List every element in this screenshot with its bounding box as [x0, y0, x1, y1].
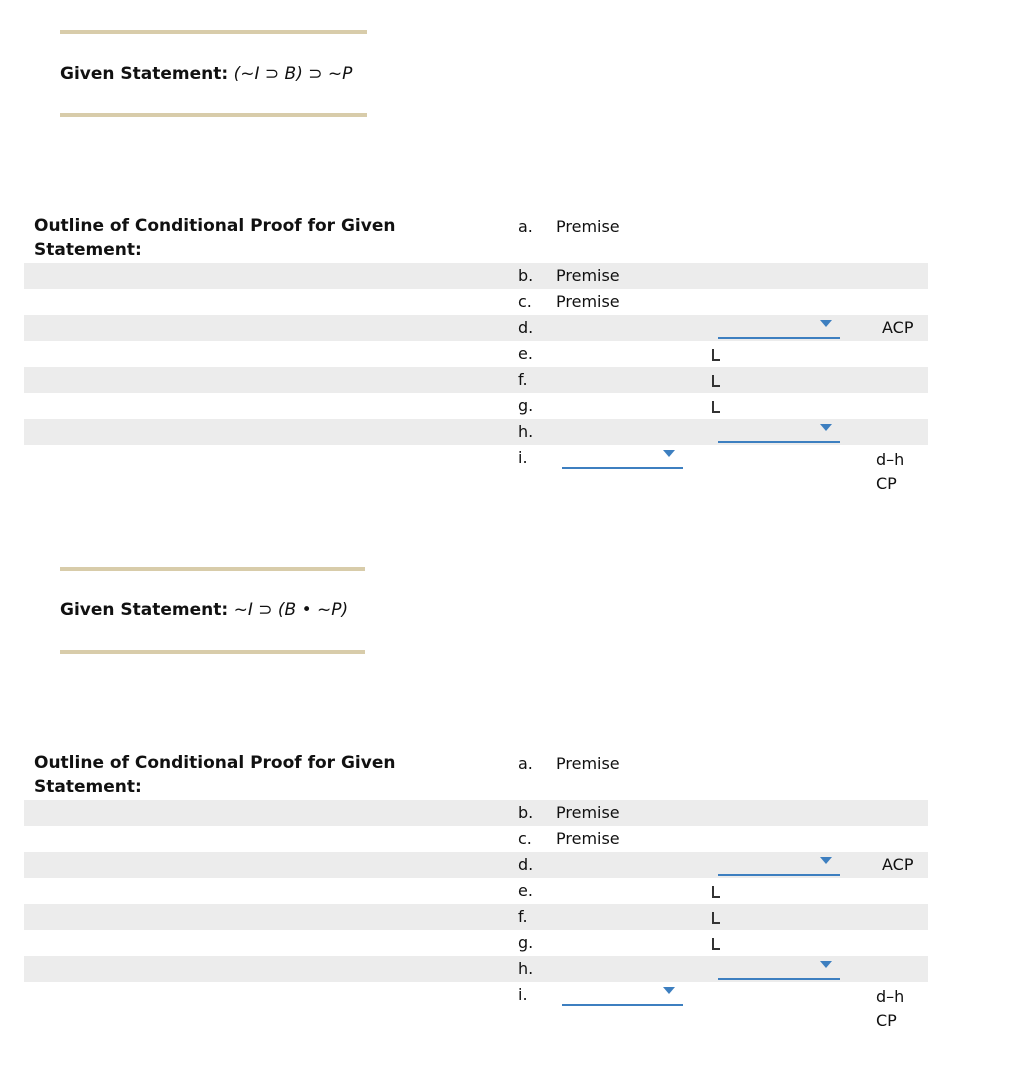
proof-row-d	[24, 315, 928, 341]
blank-marker	[712, 401, 720, 413]
chevron-down-icon	[663, 987, 675, 994]
top-rule	[60, 30, 367, 34]
statement-dropdown[interactable]	[718, 956, 840, 980]
chevron-down-icon	[820, 424, 832, 431]
row-letter: h.	[518, 959, 534, 978]
row-letter: a.	[518, 754, 533, 773]
row-letter: f.	[518, 370, 528, 389]
row-justification: Premise	[556, 803, 620, 822]
proof-row-b	[24, 263, 928, 289]
proof-row-f	[24, 367, 928, 393]
proof-row-i	[24, 982, 928, 1030]
proof-row-a	[24, 751, 928, 777]
row-letter: c.	[518, 292, 532, 311]
proof-row-c	[24, 289, 928, 315]
row-letter: e.	[518, 881, 533, 900]
conclusion-dropdown[interactable]	[562, 445, 683, 469]
bottom-rule	[60, 650, 365, 654]
proof-row-a	[24, 214, 928, 240]
blank-marker	[712, 375, 720, 387]
row-letter: c.	[518, 829, 532, 848]
row-letter: i.	[518, 985, 528, 1004]
given-statement-1	[60, 30, 367, 117]
row-justification-line1: d–h	[876, 987, 905, 1006]
given-formula: (~I ⊃ B) ⊃ ~P	[233, 64, 353, 84]
row-letter: d.	[518, 318, 534, 337]
row-letter: i.	[518, 448, 528, 467]
statement-dropdown[interactable]	[718, 419, 840, 443]
row-letter: f.	[518, 907, 528, 926]
chevron-down-icon	[820, 320, 832, 327]
row-letter: b.	[518, 266, 534, 285]
given-statement-2	[60, 567, 365, 654]
given-formula: ~I ⊃ (B • ~P)	[233, 600, 349, 620]
row-justification: Premise	[556, 217, 620, 236]
proof-row-e	[24, 878, 928, 904]
proof-row-f	[24, 904, 928, 930]
row-letter: d.	[518, 855, 534, 874]
proof-row-d	[24, 852, 928, 878]
row-justification: Premise	[556, 292, 620, 311]
row-letter: g.	[518, 396, 534, 415]
row-letter: h.	[518, 422, 534, 441]
row-justification-line2: CP	[876, 474, 897, 493]
chevron-down-icon	[820, 961, 832, 968]
blank-marker	[712, 349, 720, 361]
row-justification: Premise	[556, 754, 620, 773]
proof-row-e	[24, 341, 928, 367]
row-letter: a.	[518, 217, 533, 236]
row-justification: Premise	[556, 829, 620, 848]
proof-row-b	[24, 800, 928, 826]
chevron-down-icon	[663, 450, 675, 457]
row-letter: b.	[518, 803, 534, 822]
row-justification: Premise	[556, 266, 620, 285]
row-justification: ACP	[882, 318, 914, 337]
row-justification: ACP	[882, 855, 914, 874]
proof-row-h	[24, 419, 928, 445]
given-label: Given Statement:	[60, 600, 229, 620]
row-letter: e.	[518, 344, 533, 363]
given-text	[60, 64, 367, 84]
row-letter: g.	[518, 933, 534, 952]
bottom-rule	[60, 113, 367, 117]
proof-row-g	[24, 393, 928, 419]
conclusion-dropdown[interactable]	[562, 982, 683, 1006]
proof-row-i	[24, 445, 928, 493]
blank-marker	[712, 912, 720, 924]
outline-title-1: Outline of Conditional Proof for Given Statement:	[34, 216, 396, 260]
proof-row-c	[24, 826, 928, 852]
statement-dropdown[interactable]	[718, 315, 840, 339]
given-label: Given Statement:	[60, 64, 229, 84]
blank-marker	[712, 938, 720, 950]
given-text	[60, 600, 365, 620]
top-rule	[60, 567, 365, 571]
blank-marker	[712, 886, 720, 898]
row-justification-line2: CP	[876, 1011, 897, 1030]
outline-title-2: Outline of Conditional Proof for Given Statement:	[34, 753, 396, 797]
statement-dropdown[interactable]	[718, 852, 840, 876]
row-justification-line1: d–h	[876, 450, 905, 469]
proof-row-h	[24, 956, 928, 982]
proof-row-g	[24, 930, 928, 956]
chevron-down-icon	[820, 857, 832, 864]
